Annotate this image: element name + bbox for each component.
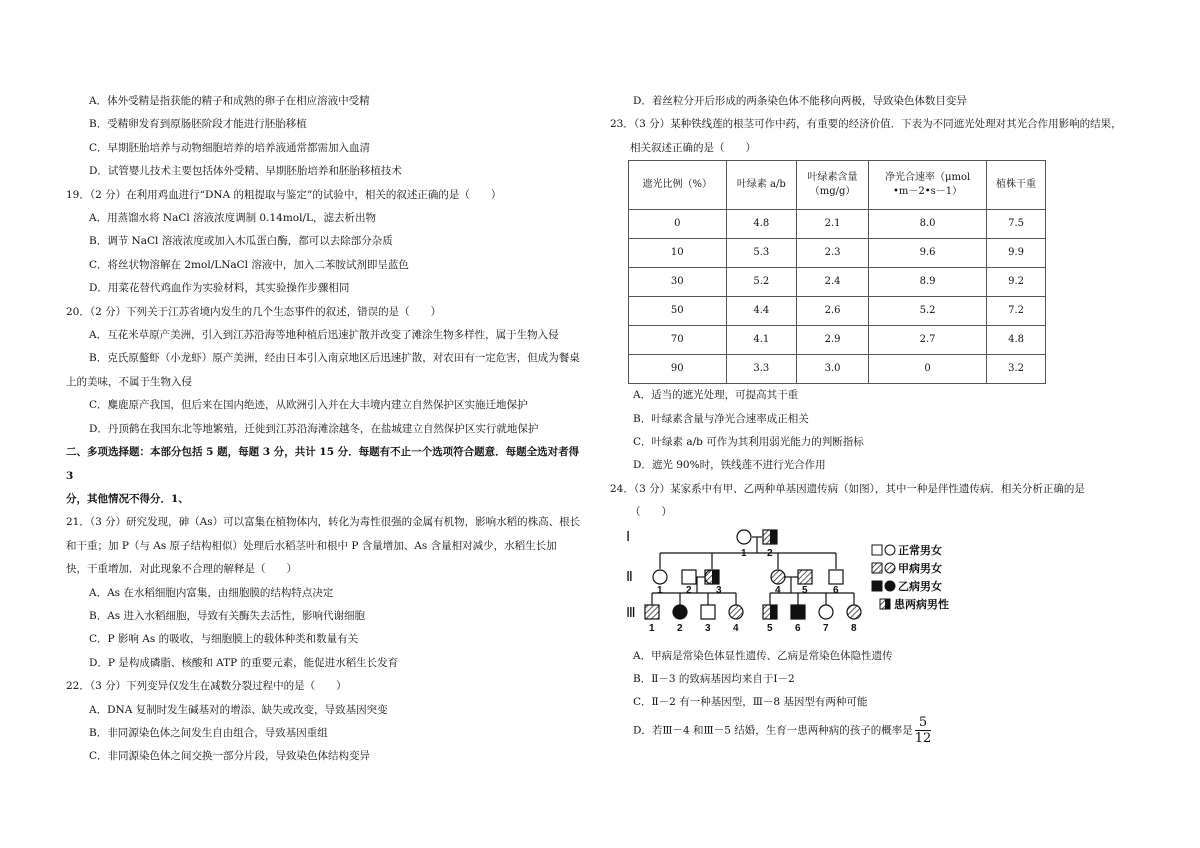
q21-option-a: A．As 在水稻细胞内富集，由细胞膜的结构特点决定 <box>89 586 334 599</box>
cell: 3.0 <box>797 355 869 384</box>
q22-option-a: A．DNA 复制时发生碱基对的增添、缺失或改变，导致基因突变 <box>89 703 388 716</box>
table-row <box>629 268 1046 297</box>
q22-option-c: C．非同源染色体之间交换一部分片段，导致染色体结构变异 <box>89 750 371 763</box>
q21-option-d: D．P 是构成磷脂、核酸和 ATP 的重要元素，能促进水稻生长发育 <box>89 656 399 669</box>
q19-stem: 19．（2 分）在利用鸡血进行“DNA 的粗提取与鉴定”的试验中，相关的叙述正确的是（ ） <box>66 188 502 201</box>
q22-option-d: D．着丝粒分开后形成的两条染色体不能移向两极，导致染色体数目变异 <box>633 95 967 107</box>
q23-option-a: A．适当的遮光处理，可提高其干重 <box>633 389 799 402</box>
q20-option-c: C．麋鹿原产我国，但后来在国内绝迹，从欧洲引入并在大丰境内建立自然保护区实施迁地保护 <box>89 399 528 412</box>
q20-option-a: A．互花米草原产美洲，引入到江苏沿海等地种植后迅速扩散并改变了滩涂生物多样性，属于生物入侵 <box>89 329 559 342</box>
cell: 2.3 <box>797 239 869 268</box>
cell: 2.7 <box>869 326 987 355</box>
q24-stem-line2: （ ） <box>630 506 672 519</box>
q21-option-c: C．P 影响 As 的吸收，与细胞膜上的载体种类和数量有关 <box>89 633 359 646</box>
q21-stem-line3: 快，干重增加．对此现象不合理的解释是（ ） <box>66 563 297 576</box>
table-row <box>629 355 1046 384</box>
cell: 70 <box>629 326 727 355</box>
svg-text:5: 5 <box>767 622 773 634</box>
q22-stem: 22．（3 分）下列变异仅发生在减数分裂过程中的是（ ） <box>66 680 347 693</box>
q23-option-c: C．叶绿素 a/b 可作为其利用弱光能力的判断指标 <box>633 436 864 449</box>
cell: 3.2 <box>987 355 1046 384</box>
section2-heading: 二、多项选择题：本部分包括 5 题，每题 3 分，共计 15 分．每题有不止一个选项符合题意．每题全选对者得 3 <box>66 446 580 482</box>
cell: 5.3 <box>726 239 797 268</box>
cell: 9.2 <box>987 268 1046 297</box>
header-chlorophyll-content: 叶绿素含量 （mg/g） <box>797 161 869 210</box>
q24-option-b: B．Ⅱ－3 的致病基因均来自于Ⅰ－2 <box>633 673 795 686</box>
cell: 7.5 <box>987 210 1046 239</box>
cell: 5.2 <box>869 297 987 326</box>
gen-label-2: Ⅱ <box>626 569 633 585</box>
left-column <box>66 90 590 769</box>
q24-option-c: C．Ⅱ－2 有一种基因型，Ⅲ－8 基因型有两种可能 <box>633 696 868 709</box>
svg-text:1: 1 <box>649 622 655 634</box>
cell: 2.6 <box>797 297 869 326</box>
svg-text:患两病男性: 患两病男性 <box>894 597 949 611</box>
q18-option-c: C．早期胚胎培养与动物细胞培养的培养液通常都需加入血清 <box>89 141 371 154</box>
cell: 7.2 <box>987 297 1046 326</box>
q19-option-a: A．用蒸馏水将 NaCl 溶液浓度调制 0.14mol/L，滤去析出物 <box>89 212 376 225</box>
header-shading-ratio: 遮光比例（%） <box>629 161 727 210</box>
pedigree-legend <box>872 543 949 611</box>
header-dry-weight: 植株干重 <box>987 161 1046 210</box>
section2-heading-continued: 分，其他情况不得分．1、 <box>66 492 189 505</box>
svg-text:8: 8 <box>851 622 857 634</box>
svg-text:1: 1 <box>741 547 747 559</box>
q23-option-d: D．遮光 90%时，铁线莲不进行光合作用 <box>633 459 826 472</box>
cell: 0 <box>629 210 727 239</box>
table-row <box>629 297 1046 326</box>
svg-text:1: 1 <box>657 584 663 596</box>
q18-option-d: D．试管婴儿技术主要包括体外受精、早期胚胎培养和胚胎移植技术 <box>89 165 402 178</box>
q20-option-b-continued: 上的美味，不属于生物入侵 <box>66 375 192 388</box>
q21-option-b: B．As 进入水稻细胞，导致有关酶失去活性，影响代谢细胞 <box>89 609 366 622</box>
q23-stem-line2: 相关叙述正确的是（ ） <box>630 141 756 154</box>
q18-option-a: A．体外受精是指获能的精子和成熟的卵子在相应溶液中受精 <box>89 95 370 107</box>
probability-fraction: $\frac{5}{12}$ <box>914 714 932 746</box>
svg-text:2: 2 <box>767 547 773 559</box>
cell: 2.4 <box>797 268 869 297</box>
header-net-photosynthesis: 净光合速率（μmol •m－2•s－1） <box>869 161 987 210</box>
table-row <box>629 210 1046 239</box>
q19-option-b: B．调节 NaCl 溶液浓度或加入木瓜蛋白酶，都可以去除部分杂质 <box>89 235 393 248</box>
cell: 8.0 <box>869 210 987 239</box>
cell: 2.1 <box>797 210 869 239</box>
svg-text:5: 5 <box>802 584 808 596</box>
svg-text:6: 6 <box>833 584 839 596</box>
svg-text:6: 6 <box>795 622 801 634</box>
gen-label-1: Ⅰ <box>626 529 631 545</box>
right-column <box>610 90 1134 746</box>
gen-label-3: Ⅲ <box>626 605 636 621</box>
svg-text:甲病男女: 甲病男女 <box>898 561 942 575</box>
cell: 0 <box>869 355 987 384</box>
svg-text:4: 4 <box>775 584 781 596</box>
cell: 90 <box>629 355 727 384</box>
q20-option-b: B．克氏原螯虾（小龙虾）原产美洲，经由日本引入南京地区后迅速扩散，对农田有一定危害，但成为餐桌 <box>89 352 580 365</box>
cell: 4.4 <box>726 297 797 326</box>
cell: 5.2 <box>726 268 797 297</box>
svg-text:2: 2 <box>677 622 683 634</box>
cell: 30 <box>629 268 727 297</box>
svg-text:3: 3 <box>705 622 711 634</box>
table-row <box>629 326 1046 355</box>
q21-stem-line2: 和干重；加 P（与 As 原子结构相似）处理后水稻茎叶和根中 P 含量增加、As 含量相对减少，水稻生长加 <box>66 539 557 552</box>
svg-text:4: 4 <box>733 622 739 634</box>
q20-stem: 20．（2 分）下列关于江苏省境内发生的几个生态事件的叙述，错误的是（ ） <box>66 305 442 318</box>
I-1 <box>737 530 751 544</box>
cell: 8.9 <box>869 268 987 297</box>
pedigree-diagram <box>624 527 964 639</box>
q20-option-d: D．丹顶鹤在我国东北等地繁殖，迁徙到江苏沿海滩涂越冬，在盐城建立自然保护区实行就地保护 <box>89 422 539 435</box>
cell: 10 <box>629 239 727 268</box>
header-chlorophyll-ab: 叶绿素 a/b <box>726 161 797 210</box>
cell: 50 <box>629 297 727 326</box>
cell: 3.3 <box>726 355 797 384</box>
cell: 4.8 <box>726 210 797 239</box>
svg-text:2: 2 <box>686 584 692 596</box>
svg-text:正常男女: 正常男女 <box>898 543 942 557</box>
q19-option-c: C．将丝状物溶解在 2mol/LNaCl 溶液中，加入二苯胺试剂即呈蓝色 <box>89 258 409 271</box>
shading-data-table <box>628 160 1046 384</box>
cell: 9.6 <box>869 239 987 268</box>
svg-text:7: 7 <box>823 622 829 634</box>
cell: 4.1 <box>726 326 797 355</box>
svg-text:乙病男女: 乙病男女 <box>898 579 942 593</box>
q18-option-b: B．受精卵发育到原肠胚阶段才能进行胚胎移植 <box>89 118 307 131</box>
q24-option-a: A．甲病是常染色体显性遗传、乙病是常染色体隐性遗传 <box>633 649 893 662</box>
cell: 4.8 <box>987 326 1046 355</box>
cell: 2.9 <box>797 326 869 355</box>
table-row <box>629 239 1046 268</box>
q23-stem: 23．（3 分）某种铁线莲的根茎可作中药，有重要的经济价值．下表为不同遮光处理对其光合作用影响的结果， <box>610 118 1122 131</box>
q21-stem: 21．（3 分）研究发现，砷（As）可以富集在植物体内，转化为毒性很强的金属有机物，影响水稻的株高、根长 <box>66 516 581 529</box>
svg-text:3: 3 <box>716 584 722 596</box>
q23-option-b: B．叶绿素含量与净光合速率成正相关 <box>633 412 809 425</box>
table-header-row <box>629 161 1046 210</box>
q24-stem: 24．（3 分）某家系中有甲、乙两种单基因遗传病（如图），其中一种是伴性遗传病．相关分析正确的是 <box>610 482 1085 495</box>
q24-option-d: D．若Ⅲ－4 和Ⅲ－5 结婚，生育一患两种病的孩子的概率是 $\frac{5}{12}$ <box>633 714 932 746</box>
q19-option-d: D．用菜花替代鸡血作为实验材料，其实验操作步骤相同 <box>89 282 350 295</box>
cell: 9.9 <box>987 239 1046 268</box>
q22-option-b: B．非同源染色体之间发生自由组合，导致基因重组 <box>89 726 328 739</box>
